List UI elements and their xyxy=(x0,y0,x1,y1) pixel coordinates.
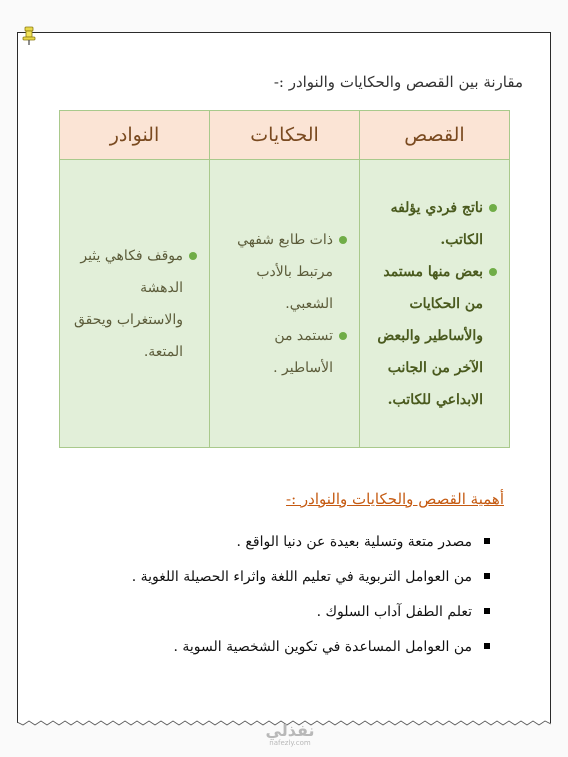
watermark-site: nafezly.com xyxy=(269,739,311,747)
list-item: من العوامل التربوية في تعليم اللغة واثراء الحصيلة اللغوية . xyxy=(170,560,490,595)
header-anecdotes: النوادر xyxy=(60,111,210,160)
list-item: ناتج فردي يؤلفه الكاتب. xyxy=(372,192,497,256)
square-bullet-icon xyxy=(484,608,490,614)
pushpin-icon xyxy=(20,26,38,46)
list-item: ذات طابع شفهي مرتبط بالأدب الشعبي. xyxy=(222,224,347,320)
importance-heading: أهمية القصص والحكايات والنوادر :- xyxy=(286,490,504,508)
list-item: تستمد من الأساطير . xyxy=(222,320,347,384)
square-bullet-icon xyxy=(484,538,490,544)
list-item: من العوامل المساعدة في تكوين الشخصية السوية . xyxy=(170,630,490,665)
square-bullet-icon xyxy=(484,643,490,649)
bullet-dot-icon xyxy=(189,252,197,260)
square-bullet-icon xyxy=(484,573,490,579)
watermark-brand: نفذلي xyxy=(265,721,315,740)
header-stories: القصص xyxy=(360,111,510,160)
cell-anecdotes xyxy=(60,160,210,448)
cell-stories xyxy=(360,160,510,448)
watermark-logo xyxy=(260,722,320,747)
list-item: مصدر متعة وتسلية بعيدة عن دنيا الواقع . xyxy=(170,525,490,560)
comparison-table xyxy=(59,110,510,448)
header-tales: الحكايات xyxy=(210,111,360,160)
table-row xyxy=(60,160,510,448)
list-item: تعلم الطفل آداب السلوك . xyxy=(170,595,490,630)
bullet-dot-icon xyxy=(339,236,347,244)
cell-tales xyxy=(210,160,360,448)
bullet-dot-icon xyxy=(489,204,497,212)
comparison-heading: مقارنة بين القصص والحكايات والنوادر :- xyxy=(273,73,523,91)
list-item: موقف فكاهي يثير الدهشة والاستغراب ويحقق المتعة. xyxy=(72,240,197,368)
importance-list xyxy=(131,525,490,665)
bullet-dot-icon xyxy=(489,268,497,276)
table-header-row xyxy=(60,111,510,160)
list-item: بعض منها مستمد من الحكايات والأساطير والبعض الآخر من الجانب الابداعي للكاتب. xyxy=(372,256,497,416)
bullet-dot-icon xyxy=(339,332,347,340)
